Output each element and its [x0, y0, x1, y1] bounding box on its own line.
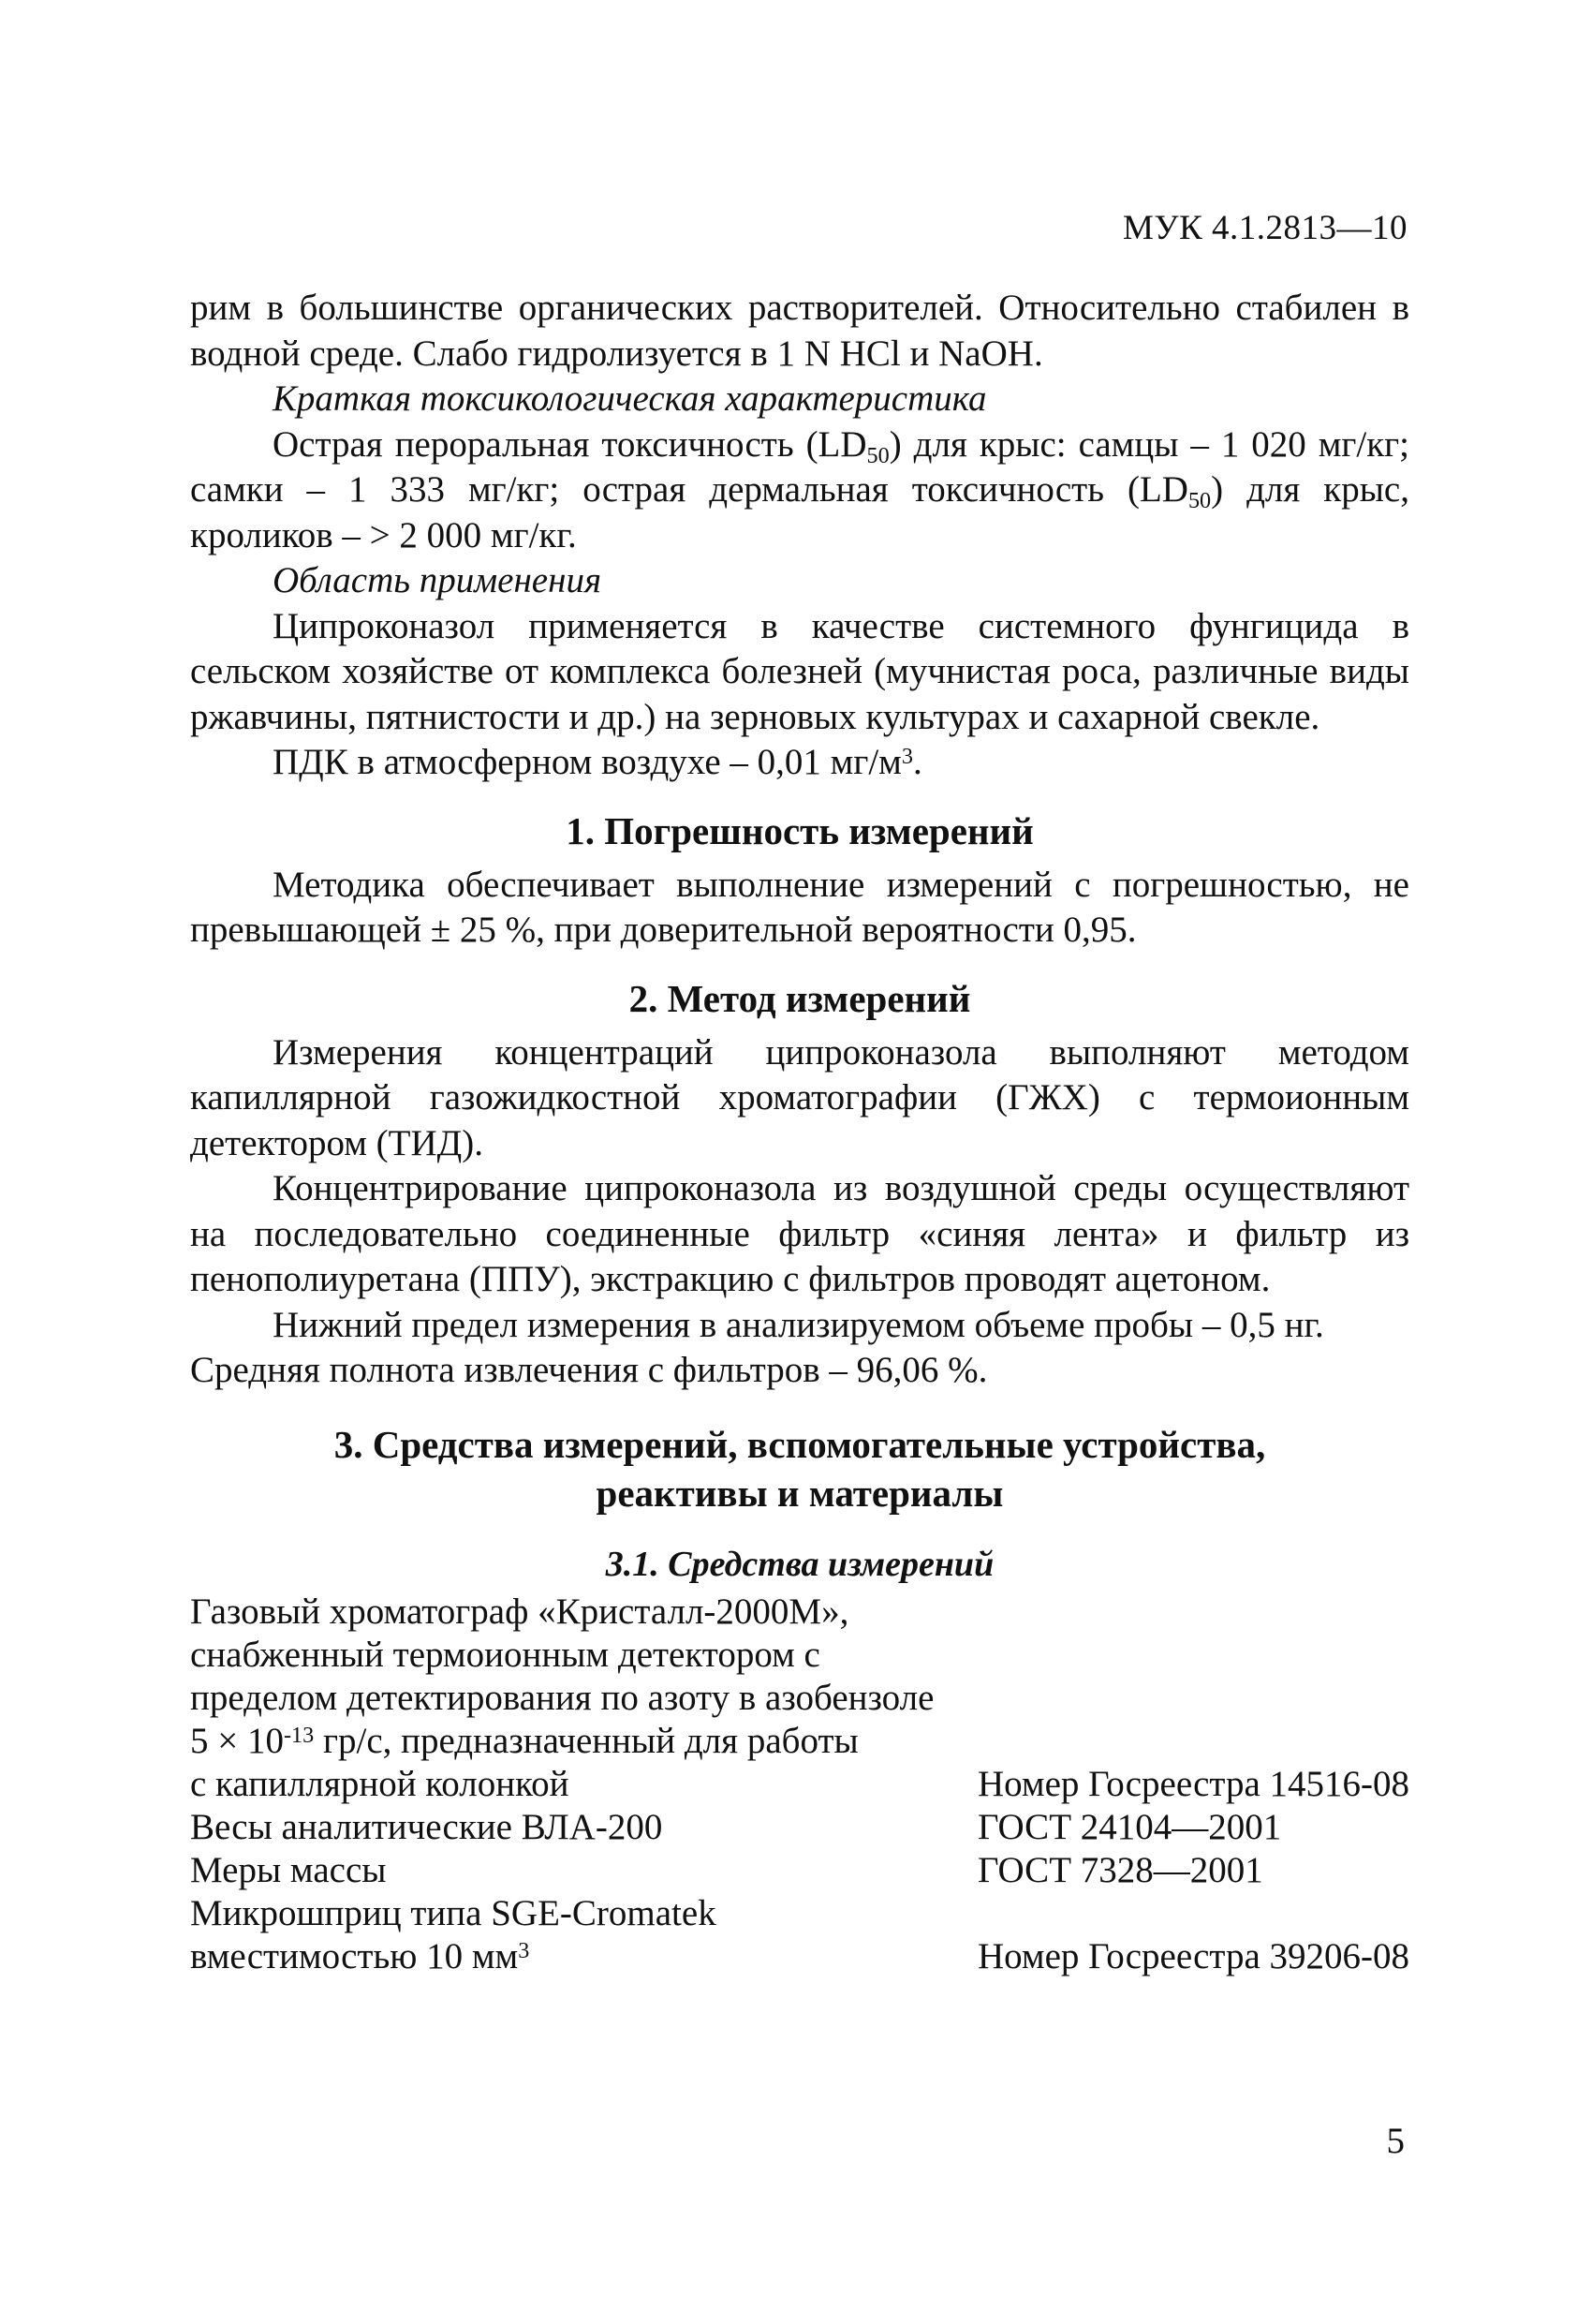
toxicology-heading: Краткая токсикологическая характеристика — [273, 378, 987, 419]
equipment-name: Весы аналитические ВЛА-200 — [190, 1806, 663, 1847]
equipment-row — [190, 1892, 1409, 1978]
equipment-table — [190, 1591, 1409, 1978]
equipment-reference: ГОСТ 24104—2001 — [977, 1806, 1282, 1847]
document-code: МУК 4.1.2813—10 — [1122, 209, 1408, 247]
page-number: 5 — [1386, 2121, 1405, 2161]
section-2-paragraph-1: Измерения концентраций ципроконазола выполняют методом капиллярной газожидкостной хроматографии (ГЖХ) с термоионным детектором (ТИД). — [190, 1031, 1409, 1163]
equipment-name: Газовый хроматограф «Кристалл-2000М», снабженный термоионным детектором с пределом детектирования по азоту в азобензоле $5 \times 10^{-13}$ гр/с, предназначенный для работы с капиллярной колонкой — [190, 1591, 935, 1804]
equipment-row — [190, 1591, 1409, 1806]
page-content — [190, 286, 1409, 1978]
application-paragraph: Ципроконазол применяется в качестве системного фунгицида в сельском хозяйстве от комплекса болезней (мучнистая роса, различные виды ржавчины, пятнистости и др.) на зерновых культурах и сахарной свекле. — [190, 605, 1409, 737]
section-2-title: 2. Метод измерений — [628, 976, 971, 1020]
section-3-title: 3. Средства измерений, вспомогательные устройства, реактивы и материалы — [333, 1422, 1266, 1515]
section-1-title: 1. Погрешность измерений — [566, 808, 1034, 852]
application-heading: Область применения — [273, 560, 602, 600]
equipment-row — [190, 1806, 1409, 1849]
section-2-paragraph-3: Нижний предел измерения в анализируемом объеме пробы – 0,5 нг. — [273, 1304, 1324, 1345]
section-2-paragraph-4: Средняя полнота извлечения с фильтров – 96,06 %. — [190, 1350, 988, 1390]
pdk-paragraph: ПДК в атмосферном воздухе – 0,01 $мг/м^3$. — [273, 742, 922, 782]
equipment-name: Меры массы — [190, 1849, 387, 1890]
equipment-reference: Номер Госреестра 39206-08 — [977, 1935, 1409, 1976]
section-2-paragraph-2: Концентрирование ципроконазола из воздушной среды осуществляют на последовательно соединенные фильтр «синяя лента» и фильтр из пенополиуретана (ППУ), экстракцию с фильтров проводят ацетоном. — [190, 1168, 1409, 1299]
equipment-name: Микрошприц типа SGE-Cromatek вместимостью 10 $мм^3$ — [190, 1892, 716, 1976]
intro-paragraph: рим в большинстве органических растворителей. Относительно стабилен в водной среде. Слабо гидролизуется в 1 N HCl и NaOH. — [190, 288, 1409, 374]
toxicology-paragraph: Острая пероральная токсичность $(LD_{50})$ для крыс: самцы – 1 020 мг/кг; самки – 1 333 мг/кг; острая дермальная токсичность $(LD_{50})$ для крыс, кроликов – > 2 000 мг/кг. — [190, 423, 1410, 555]
subsection-3-1-title: 3.1. Средства измерений — [605, 1544, 995, 1584]
equipment-row — [190, 1849, 1409, 1892]
section-1-paragraph: Методика обеспечивает выполнение измерений с погрешностью, не превышающей ± 25 %, при доверительной вероятности 0,95. — [190, 864, 1409, 950]
equipment-reference: Номер Госреестра 14516-08 — [977, 1763, 1409, 1804]
equipment-reference: ГОСТ 7328—2001 — [977, 1849, 1263, 1890]
